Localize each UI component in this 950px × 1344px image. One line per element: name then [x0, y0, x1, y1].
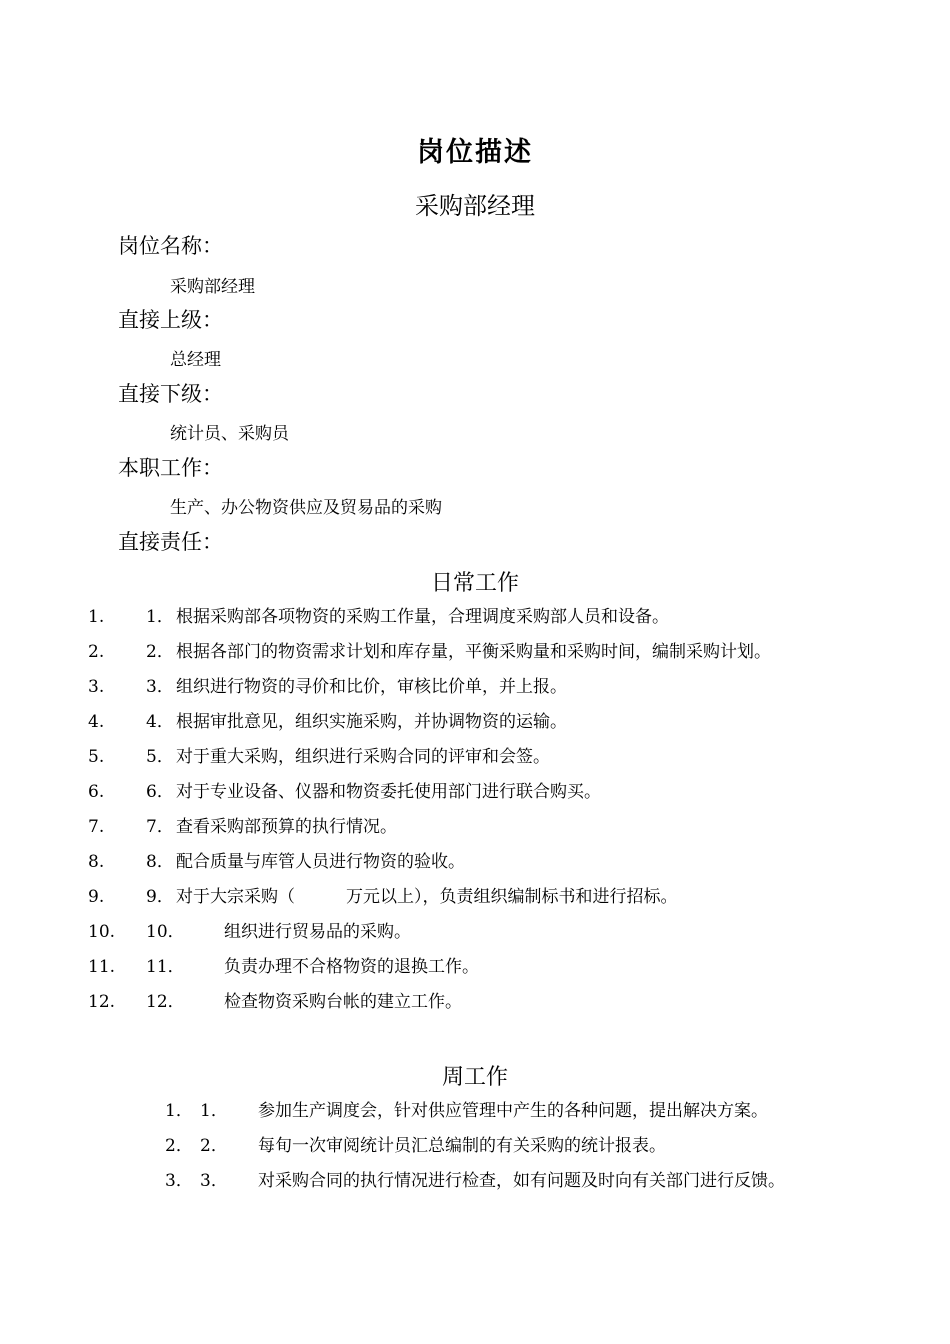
field-value: 总经理	[170, 350, 221, 370]
list-outer-number: 11.	[88, 957, 116, 977]
list-outer-number: 6.	[88, 782, 105, 802]
list-item	[0, 1099, 950, 1123]
field-label: 直接下级：	[118, 382, 223, 406]
list-outer-number: 12.	[88, 992, 116, 1012]
list-inner-number: 11．	[146, 957, 185, 977]
list-item	[0, 1134, 950, 1158]
list-inner-number: 6．	[146, 782, 174, 802]
list-outer-number: 5.	[88, 747, 105, 767]
list-inner-number: 12．	[146, 992, 185, 1012]
field-value: 生产、办公物资供应及贸易品的采购	[170, 498, 442, 518]
list-item	[0, 955, 950, 979]
field-label: 直接责任：	[118, 530, 223, 554]
list-item-text: 组织进行物资的寻价和比价，审核比价单，并上报。	[176, 677, 567, 697]
list-item	[0, 675, 950, 699]
list-item-text: 对于重大采购，组织进行采购合同的评审和会签。	[176, 747, 550, 767]
field-value: 采购部经理	[170, 277, 255, 297]
list-item-text: 参加生产调度会，针对供应管理中产生的各种问题，提出解决方案。	[258, 1101, 768, 1121]
list-inner-number: 3．	[200, 1171, 228, 1191]
list-item	[0, 745, 950, 769]
list-outer-number: 10.	[88, 922, 116, 942]
list-inner-number: 5．	[146, 747, 174, 767]
list-item-text: 配合质量与库管人员进行物资的验收。	[176, 852, 465, 872]
field-label: 岗位名称：	[118, 234, 223, 258]
list-inner-number: 2．	[200, 1136, 228, 1156]
list-outer-number: 2.	[88, 642, 105, 662]
document-title: 岗位描述	[417, 137, 533, 168]
list-inner-number: 4．	[146, 712, 174, 732]
list-inner-number: 10．	[146, 922, 185, 942]
list-item	[0, 640, 950, 664]
list-inner-number: 8．	[146, 852, 174, 872]
list-item	[0, 885, 950, 909]
list-outer-number: 8.	[88, 852, 105, 872]
list-outer-number: 1．	[165, 1101, 193, 1121]
list-outer-number: 9.	[88, 887, 105, 907]
list-inner-number: 9．	[146, 887, 174, 907]
list-item-text: 根据审批意见，组织实施采购，并协调物资的运输。	[176, 712, 567, 732]
list-item	[0, 605, 950, 629]
weekly-work-heading: 周工作	[441, 1065, 508, 1090]
document-subtitle: 采购部经理	[415, 192, 535, 220]
field-value: 统计员、采购员	[170, 424, 289, 444]
list-item-text: 对于大宗采购（ 万元以上），负责组织编制标书和进行招标。	[176, 887, 678, 907]
list-inner-number: 1．	[200, 1101, 228, 1121]
list-item-text: 根据各部门的物资需求计划和库存量，平衡采购量和采购时间，编制采购计划。	[176, 642, 771, 662]
list-inner-number: 3．	[146, 677, 174, 697]
list-item	[0, 990, 950, 1014]
list-item-text: 每旬一次审阅统计员汇总编制的有关采购的统计报表。	[258, 1136, 666, 1156]
list-item-text: 检查物资采购台帐的建立工作。	[224, 992, 462, 1012]
field-label: 直接上级：	[118, 308, 223, 332]
field-label: 本职工作：	[118, 456, 223, 480]
list-outer-number: 1.	[88, 607, 105, 627]
list-item-text: 负责办理不合格物资的退换工作。	[224, 957, 479, 977]
list-outer-number: 2．	[165, 1136, 193, 1156]
list-inner-number: 7．	[146, 817, 174, 837]
list-item	[0, 1169, 950, 1193]
list-outer-number: 7.	[88, 817, 105, 837]
list-outer-number: 3.	[88, 677, 105, 697]
list-item-text: 组织进行贸易品的采购。	[224, 922, 411, 942]
list-item-text: 对采购合同的执行情况进行检查，如有问题及时向有关部门进行反馈。	[258, 1171, 785, 1191]
list-outer-number: 3．	[165, 1171, 193, 1191]
list-item-text: 查看采购部预算的执行情况。	[176, 817, 397, 837]
list-item	[0, 710, 950, 734]
list-item-text: 根据采购部各项物资的采购工作量，合理调度采购部人员和设备。	[176, 607, 669, 627]
list-item	[0, 780, 950, 804]
daily-work-heading: 日常工作	[430, 571, 519, 596]
list-item-text: 对于专业设备、仪器和物资委托使用部门进行联合购买。	[176, 782, 601, 802]
list-inner-number: 1．	[146, 607, 174, 627]
list-item	[0, 815, 950, 839]
list-item	[0, 850, 950, 874]
list-item	[0, 920, 950, 944]
list-inner-number: 2．	[146, 642, 174, 662]
list-outer-number: 4.	[88, 712, 105, 732]
